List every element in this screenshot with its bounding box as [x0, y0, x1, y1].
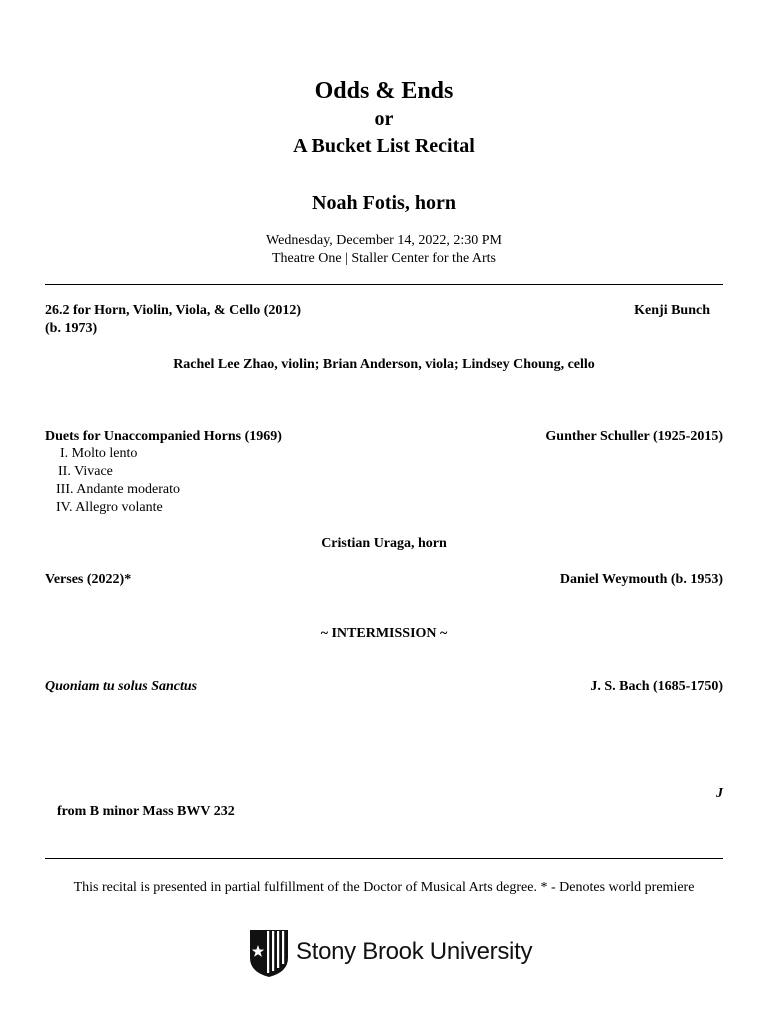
piece2-movement-1: I. Molto lento — [60, 446, 138, 461]
recital-date: Wednesday, December 14, 2022, 2:30 PM — [266, 233, 502, 248]
stony-brook-star-shield-icon — [249, 928, 289, 978]
piece1-title: 26.2 for Horn, Violin, Viola, & Cello (2012) — [45, 303, 302, 318]
footer-divider — [45, 858, 723, 859]
recital-title-or: or — [374, 108, 394, 130]
piece2-movement-3: III. Andante moderato — [56, 482, 181, 497]
university-name: Stony Brook University — [296, 938, 533, 965]
performer-name: Noah Fotis, horn — [312, 192, 456, 214]
university-logo — [249, 928, 539, 980]
piece2-performers: Cristian Uraga, horn — [321, 536, 447, 551]
piece2-title: Duets for Unaccompanied Horns (1969) — [45, 429, 282, 444]
piece4-title: Quoniam tu solus Sanctus — [45, 679, 198, 694]
stray-mark: J — [716, 786, 723, 801]
recital-subtitle: A Bucket List Recital — [293, 135, 475, 157]
intermission-label: ~ INTERMISSION ~ — [320, 626, 448, 641]
piece3-title: Verses (2022)* — [45, 572, 132, 587]
piece4-source: from B minor Mass BWV 232 — [57, 804, 235, 819]
piece2-movement-2: II. Vivace — [58, 464, 113, 479]
piece1-performers: Rachel Lee Zhao, violin; Brian Anderson, viola; Lindsey Choung, cello — [173, 357, 595, 372]
piece1-composer-dates: (b. 1973) — [45, 321, 98, 336]
recital-venue: Theatre One | Staller Center for the Arts — [272, 251, 496, 266]
piece2-movement-4: IV. Allegro volante — [56, 500, 163, 515]
piece4-composer: J. S. Bach (1685-1750) — [590, 679, 723, 694]
piece2-composer: Gunther Schuller (1925-2015) — [545, 429, 723, 444]
footer-note: This recital is presented in partial fulfillment of the Doctor of Musical Arts degree. * - Denotes world premiere — [73, 880, 695, 895]
header-divider — [45, 284, 723, 285]
recital-title: Odds & Ends — [314, 78, 454, 104]
piece3-composer: Daniel Weymouth (b. 1953) — [559, 572, 723, 587]
piece1-composer: Kenji Bunch — [634, 303, 710, 318]
